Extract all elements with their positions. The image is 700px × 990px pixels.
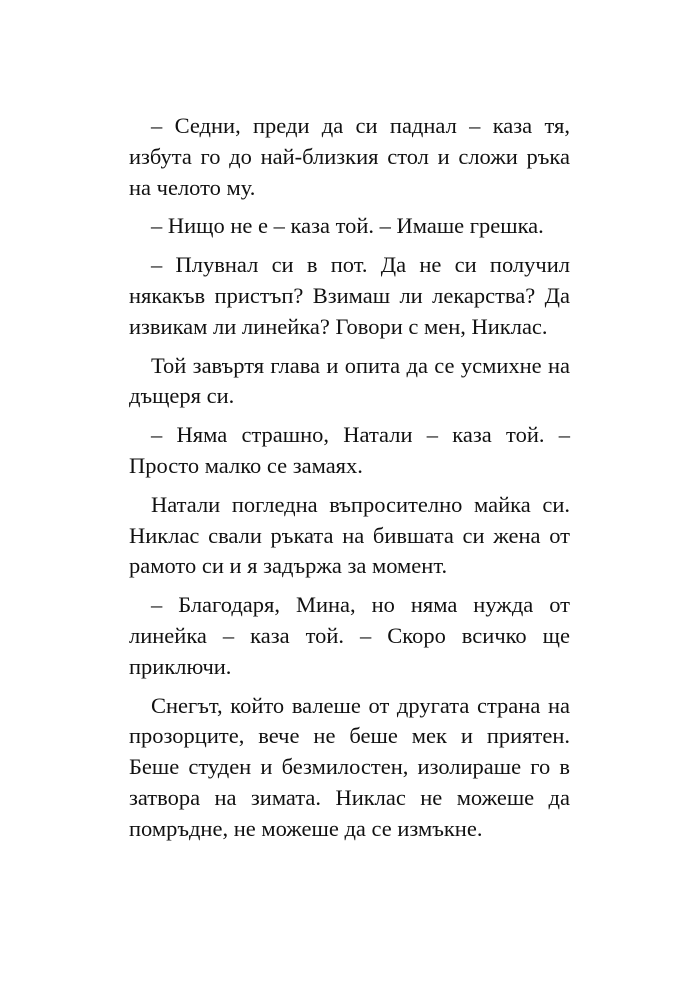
paragraph-2: – Нищо не е – каза той. – Имаше грешка. — [151, 213, 544, 239]
paragraph-1: – Седни, преди да си паднал – каза тя, избута го до най-близкия стол и сложи ръка на челото му. — [129, 113, 570, 200]
paragraph-7: – Благодаря, Мина, но няма нужда от линейка – каза той. – Скоро всичко ще приключи. — [129, 592, 570, 679]
paragraph-3: – Плувнал си в пот. Да не си получил някакъв пристъп? Взимаш ли лекарства? Да извикам ли линейка? Говори с мен, Никлас. — [129, 252, 570, 339]
paragraph-6: Натали погледна въпросително майка си. Никлас свали ръката на бившата си жена от рамото си и я задържа за момент. — [129, 491, 570, 579]
paragraph-8: Снегът, който валеше от другата страна на прозорците, вече не беше мек и приятен. Беше студен и безмилостен, изолираше го в затвора на зимата. Никлас не можеше да помръдне, не можеше да се измъкне. — [129, 692, 570, 841]
paragraph-5: – Няма страшно, Натали – каза той. – Просто малко се замаях. — [129, 422, 570, 478]
book-page-text — [129, 111, 570, 853]
paragraph-4: Той завъртя глава и опита да се усмихне на дъщеря си. — [129, 352, 570, 409]
